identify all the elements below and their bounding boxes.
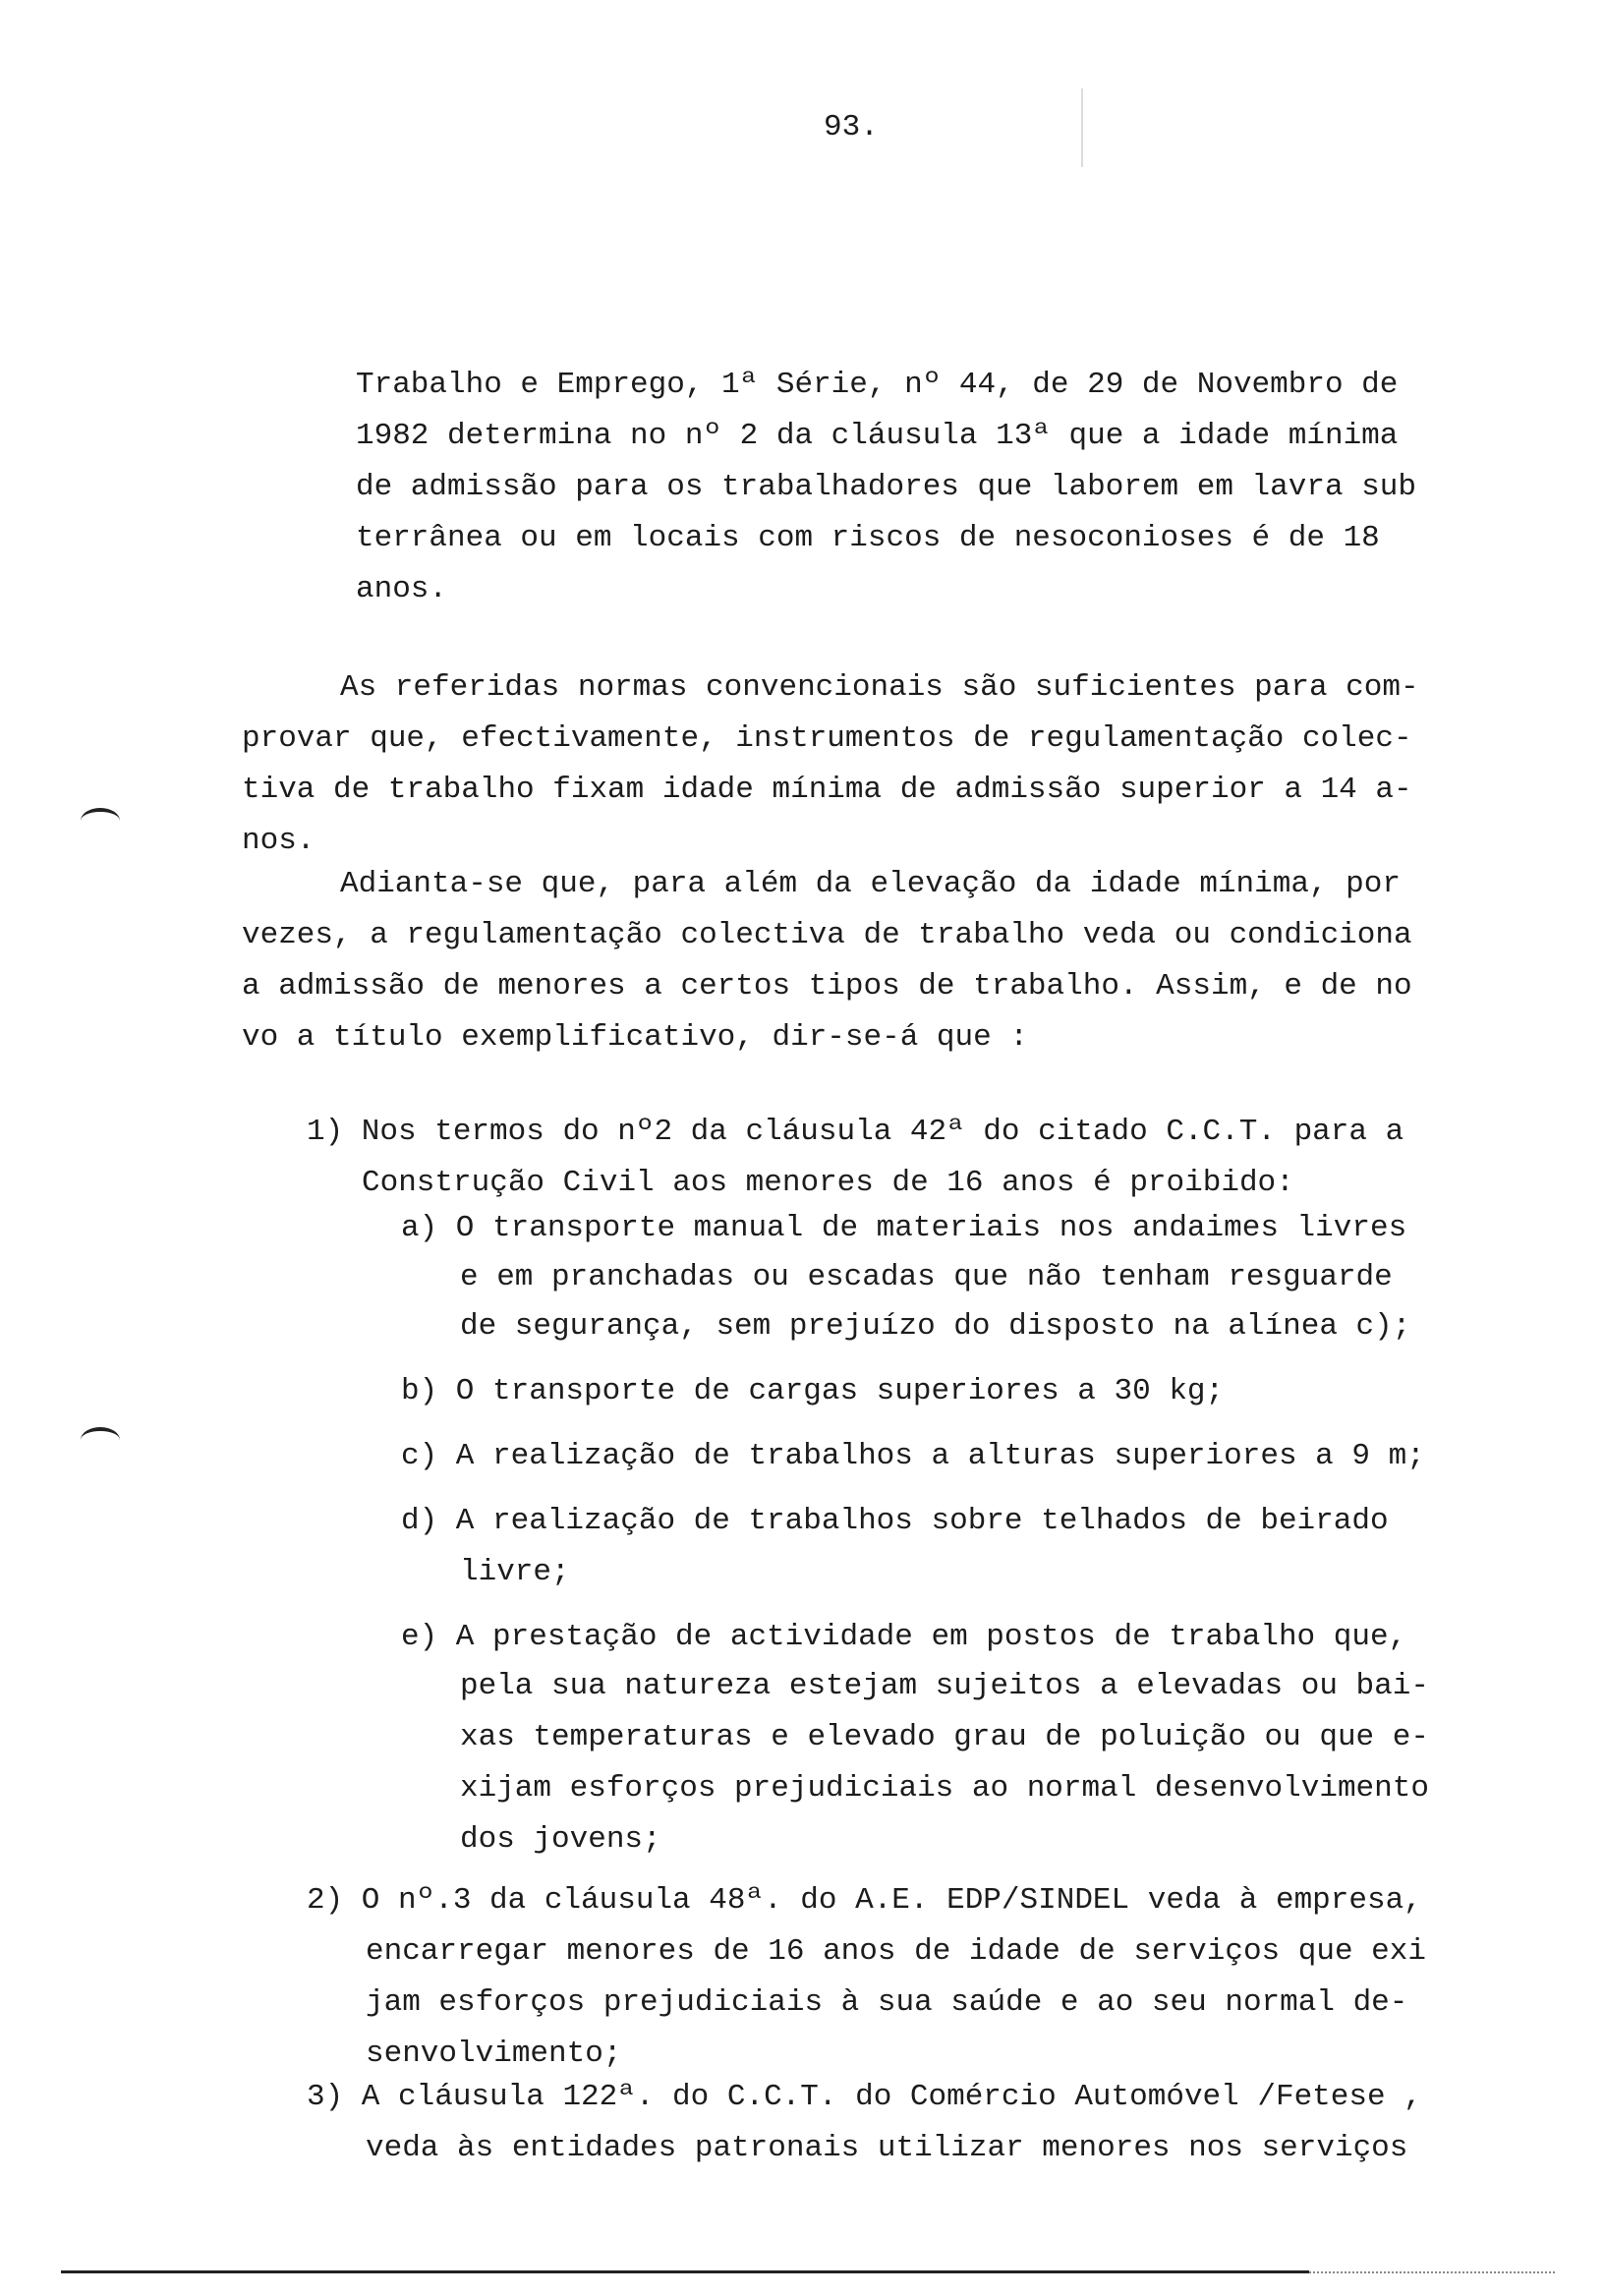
- sublist-item-line: a) O transporte manual de materiais nos andaimes livres: [401, 1211, 1407, 1245]
- list-item-line: Construção Civil aos menores de 16 anos é proibido:: [362, 1166, 1294, 1200]
- list-item-line: 1) Nos termos do nº2 da cláusula 42ª do citado C.C.T. para a: [307, 1115, 1404, 1149]
- binder-hole-mark: [81, 1427, 120, 1453]
- sublist-item-line: de segurança, sem prejuízo do disposto na alínea c);: [460, 1309, 1411, 1344]
- sublist-item-line: xijam esforços prejudiciais ao normal desenvolvimento: [460, 1771, 1429, 1806]
- footer-rule: [61, 2270, 1309, 2273]
- scan-artifact: [1081, 88, 1083, 167]
- text-line: vezes, a regulamentação colectiva de trabalho veda ou condiciona: [242, 918, 1412, 952]
- text-line: As referidas normas convencionais são suficientes para com-: [340, 670, 1419, 705]
- page-number: 93.: [824, 110, 879, 144]
- list-item-line: 3) A cláusula 122ª. do C.C.T. do Comércio Automóvel /Fetese ,: [307, 2080, 1422, 2114]
- text-line: provar que, efectivamente, instrumentos de regulamentação colec-: [242, 721, 1412, 756]
- list-item-line: veda às entidades patronais utilizar menores nos serviços: [366, 2131, 1408, 2165]
- text-line: nos.: [242, 824, 315, 858]
- text-line: de admissão para os trabalhadores que laborem em lavra sub: [356, 470, 1416, 504]
- text-line: a admissão de menores a certos tipos de trabalho. Assim, e de no: [242, 969, 1412, 1004]
- sublist-item-line: d) A realização de trabalhos sobre telhados de beirado: [401, 1504, 1389, 1538]
- text-line: terrânea ou em locais com riscos de nesoconioses é de 18: [356, 521, 1380, 555]
- list-item-line: encarregar menores de 16 anos de idade de serviços que exi: [366, 1934, 1426, 1969]
- list-item-line: 2) O nº.3 da cláusula 48ª. do A.E. EDP/SINDEL veda à empresa,: [307, 1883, 1422, 1918]
- sublist-item-line: e) A prestação de actividade em postos de trabalho que,: [401, 1620, 1407, 1654]
- sublist-item-line: e em pranchadas ou escadas que não tenham resguarde: [460, 1260, 1393, 1294]
- list-item-line: jam esforços prejudiciais à sua saúde e ao seu normal de-: [366, 1985, 1408, 2020]
- sublist-item-line: b) O transporte de cargas superiores a 30 kg;: [401, 1374, 1225, 1408]
- sublist-item-line: c) A realização de trabalhos a alturas superiores a 9 m;: [401, 1439, 1425, 1473]
- binder-hole-mark: [81, 808, 120, 833]
- text-line: tiva de trabalho fixam idade mínima de admissão superior a 14 a-: [242, 773, 1412, 807]
- sublist-item-line: pela sua natureza estejam sujeitos a elevadas ou bai-: [460, 1669, 1429, 1703]
- text-line: anos.: [356, 572, 448, 606]
- text-line: vo a título exemplificativo, dir-se-á que :: [242, 1020, 1028, 1055]
- sublist-item-line: livre;: [460, 1555, 570, 1589]
- sublist-item-line: xas temperaturas e elevado grau de poluição ou que e-: [460, 1720, 1429, 1754]
- sublist-item-line: dos jovens;: [460, 1822, 661, 1857]
- list-item-line: senvolvimento;: [366, 2037, 622, 2071]
- text-line: Adianta-se que, para além da elevação da idade mínima, por: [340, 867, 1401, 901]
- text-line: 1982 determina no nº 2 da cláusula 13ª que a idade mínima: [356, 419, 1399, 453]
- footer-rule-dotted: [1309, 2271, 1555, 2273]
- text-line: Trabalho e Emprego, 1ª Série, nº 44, de 29 de Novembro de: [356, 368, 1399, 402]
